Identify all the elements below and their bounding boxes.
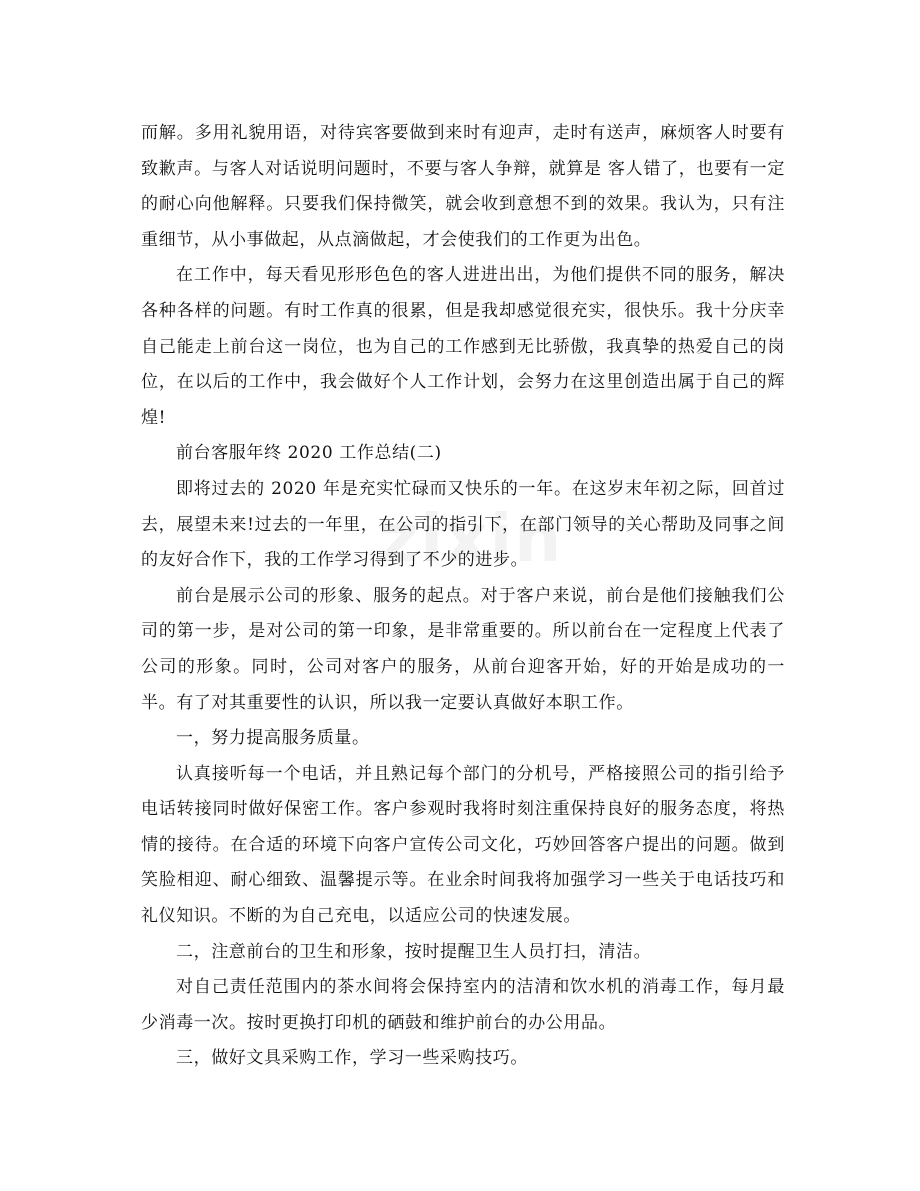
section-heading: 前台客服年终 2020 工作总结(二) xyxy=(176,443,442,464)
document-body xyxy=(141,116,785,1077)
paragraph-hygiene: 对自己责任范围内的茶水间将会保持室内的洁清和饮水机的消毒工作，每月最少消毒一次。按时更换打印机的硒鼓和维护前台的办公用品。 xyxy=(141,977,785,1033)
paragraph-front-desk-role: 前台是展示公司的形象、服务的起点。对于客户来说，前台是他们接触我们公司的第一步，是对公司的第一印象，是非常重要的。所以前台在一定程度上代表了公司的形象。同时，公司对客户的服务，从前台迎客开始，好的开始是成功的一半。有了对其重要性的认识，所以我一定要认真做好本职工作。 xyxy=(141,585,785,713)
item-heading-3: 三，做好文具采购工作，学习一些采购技巧。 xyxy=(176,1048,528,1069)
paragraph-continued: 而解。多用礼貌用语，对待宾客要做到来时有迎声，走时有送声，麻烦客人时要有致歉声。与客人对话说明问题时，不要与客人争辩，就算是 客人错了，也要有一定的耐心向他解释。只要我们保持微笑，就会收到意想不到的效果。我认为，只有注重细节，从小事做起，从点滴做起，才会使我们的工作更为出色。 xyxy=(141,123,785,250)
paragraph-work-feeling: 在工作中，每天看见形形色色的客人进进出出，为他们提供不同的服务，解决各种各样的问题。有时工作真的很累，但是我却感觉很充实，很快乐。我十分庆幸自己能走上前台这一岗位，也为自己的工作感到无比骄傲，我真挚的热爱自己的岗位，在以后的工作中，我会做好个人工作计划，会努力在这里创造出属于自己的辉煌! xyxy=(141,265,785,428)
item-heading-1: 一，努力提高服务质量。 xyxy=(176,728,370,749)
item-heading-2: 二，注意前台的卫生和形象，按时提醒卫生人员打扫，清洁。 xyxy=(176,941,652,962)
paragraph-intro: 即将过去的 2020 年是充实忙碌而又快乐的一年。在这岁末年初之际，回首过去，展望未来!过去的一年里，在公司的指引下，在部门领导的关心帮助及同事之间的友好合作下，我的工作学习得到了不少的进步。 xyxy=(141,478,785,571)
paragraph-phone-service: 认真接听每一个电话，并且熟记每个部门的分机号，严格接照公司的指引给予电话转接同时做好保密工作。客户参观时我将时刻注重保持良好的服务态度，将热情的接待。在合适的环境下向客户宣传公司文化，巧妙回答客户提出的问题。做到笑脸相迎、耐心细致、温馨提示等。在业余时间我将加强学习一些关于电话技巧和礼仪知识。不断的为自己充电，以适应公司的快速发展。 xyxy=(141,763,785,927)
